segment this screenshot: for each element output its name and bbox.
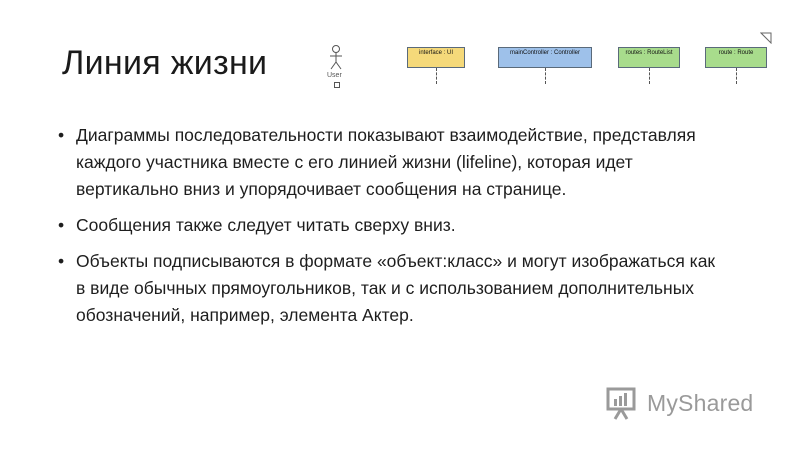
lifeline-dash xyxy=(649,68,650,84)
bullet-list xyxy=(58,122,718,338)
bullet-item xyxy=(58,248,718,329)
lifeline-dash xyxy=(545,68,546,84)
actor-label: User xyxy=(327,72,342,79)
lifeline-label: mainController : Controller xyxy=(509,50,581,56)
bullet-item xyxy=(58,122,718,203)
lifeline-dash xyxy=(436,68,437,84)
bullet-marker: • xyxy=(58,125,65,145)
slide-title: Линия жизни xyxy=(62,44,268,82)
lifeline-box-controller xyxy=(498,47,592,68)
lifeline-label: route : Route xyxy=(718,50,754,56)
lifeline-box-route xyxy=(705,47,767,68)
lifeline-box-interface xyxy=(407,47,465,68)
lifeline-dash xyxy=(736,68,737,84)
bullet-item xyxy=(58,212,718,239)
bullet-marker: • xyxy=(58,251,65,271)
bullet-marker: • xyxy=(58,215,65,235)
bullet-text: Диаграммы последовательности показывают взаимодействие, представляя каждого участника вместе с его линией жизни (lifeline), которая идет вертикально вниз и упорядочивает сообщения на странице. xyxy=(76,125,696,199)
logo-text: MyShared xyxy=(647,390,754,416)
lifeline-label: routes : RouteList xyxy=(625,50,673,56)
bullet-text: Объекты подписываются в формате «объект:класс» и могут изображаться как в виде обычных прямоугольников, так и с использованием дополнительных обозначений, например, элемента Актер. xyxy=(76,251,716,325)
bullet-text: Сообщения также следует читать сверху вниз. xyxy=(76,215,456,235)
lifeline-label: interface : UI xyxy=(418,50,453,56)
actor-icon xyxy=(323,44,349,86)
presentation-chart-icon xyxy=(605,386,641,422)
page-corner-icon xyxy=(760,32,772,44)
myshared-logo xyxy=(605,386,770,422)
lifeline-box-routes xyxy=(618,47,680,68)
sequence-diagram-image xyxy=(320,40,780,90)
